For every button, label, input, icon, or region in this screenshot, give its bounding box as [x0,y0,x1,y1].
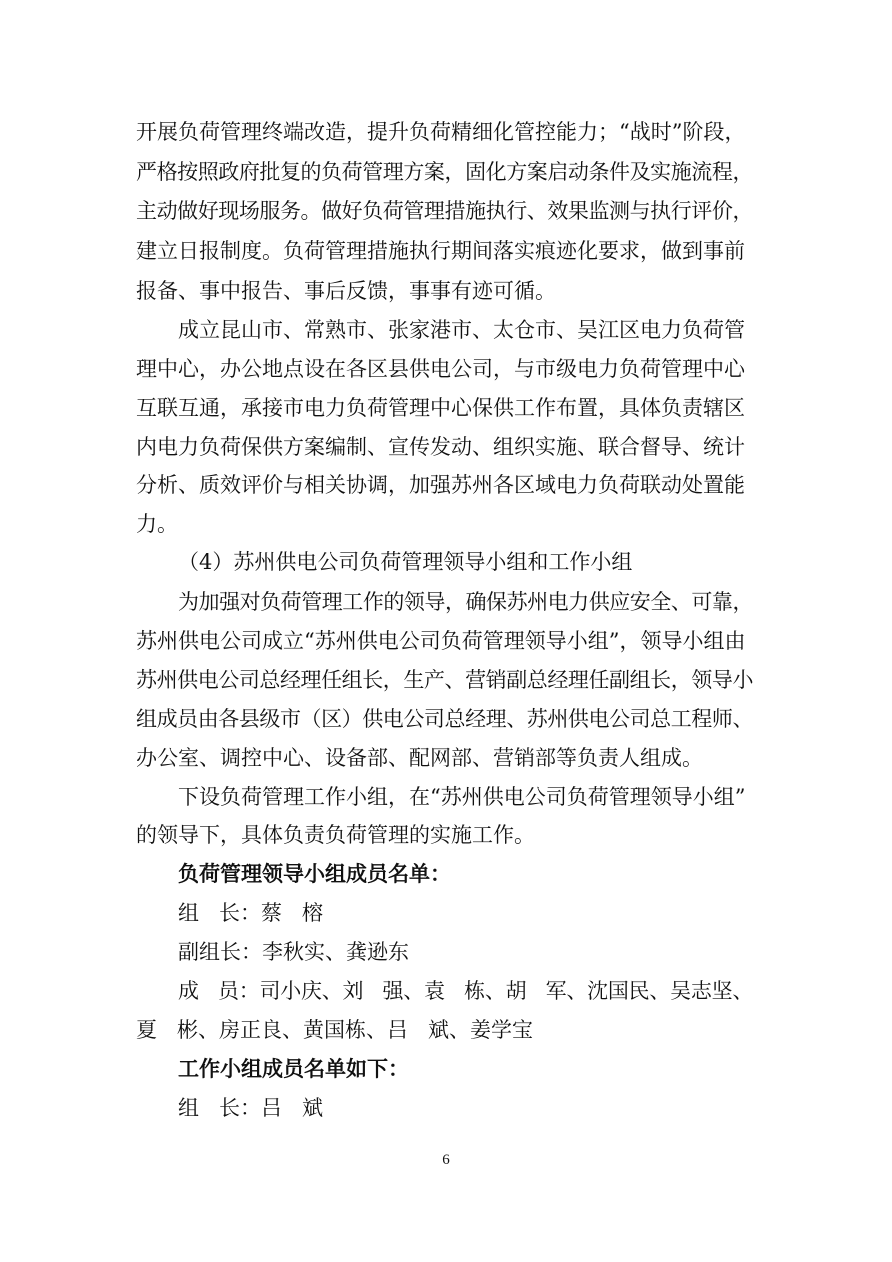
text-line: 互联互通，承接市电力负荷管理中心保供工作布置，具体负责辖区 [136,396,745,420]
text-line: 分析、质效评价与相关协调，加强苏州各区域电力负荷联动处置能 [136,473,745,497]
leadership-deputy: 副组长：李秋实、龚逊东 [178,940,409,964]
text-line: 建立日报制度。负荷管理措施执行期间落实痕迹化要求，做到事前 [136,239,745,263]
work-group-head: 组 长：吕 斌 [178,1096,324,1120]
text-line: 理中心，办公地点设在各区县供电公司，与市级电力负荷管理中心 [136,357,745,381]
work-group-list-title: 工作小组成员名单如下： [178,1056,409,1081]
text-line: 开展负荷管理终端改造，提升负荷精细化管控能力；“战时”阶段， [136,120,746,144]
text-line: 主动做好现场服务。做好负荷管理措施执行、效果监测与执行评价， [136,199,754,223]
text-line: 内电力负荷保供方案编制、宣传发动、组织实施、联合督导、统计 [136,435,745,459]
text-line: 力。 [136,512,178,536]
text-line: 为加强对负荷管理工作的领导，确保苏州电力供应安全、可靠， [178,590,754,614]
section-heading: （4）苏州供电公司负荷管理领导小组和工作小组 [178,550,633,574]
leadership-members: 夏 彬、房正良、黄国栋、吕 斌、姜学宝 [136,1018,534,1042]
text-line: 办公室、调控中心、设备部、配网部、营销部等负责人组成。 [136,746,703,770]
text-line: 组成员由各县级市（区）供电公司总经理、苏州供电公司总工程师、 [136,707,754,731]
page-number: 6 [442,1152,450,1168]
leadership-list-title: 负荷管理领导小组成员名单： [178,861,451,886]
text-line: 报备、事中报告、事后反馈，事事有迹可循。 [136,279,556,303]
text-line: 苏州供电公司总经理任组长，生产、营销副总经理任副组长，领导小 [136,668,754,692]
leadership-head: 组 长：蔡 榕 [178,901,324,925]
text-line: 严格按照政府批复的负荷管理方案，固化方案启动条件及实施流程， [136,160,754,184]
leadership-members: 成 员：司小庆、刘 强、袁 栋、胡 军、沈国民、吴志坚、 [178,979,754,1003]
text-line: 成立昆山市、常熟市、张家港市、太仓市、吴江区电力负荷管 [178,318,745,342]
text-line: 下设负荷管理工作小组，在“苏州供电公司负荷管理领导小组” [178,785,746,809]
text-line: 苏州供电公司成立“苏州供电公司负荷管理领导小组”，领导小组由 [136,629,746,653]
text-line: 的领导下，具体负责负荷管理的实施工作。 [136,823,535,847]
